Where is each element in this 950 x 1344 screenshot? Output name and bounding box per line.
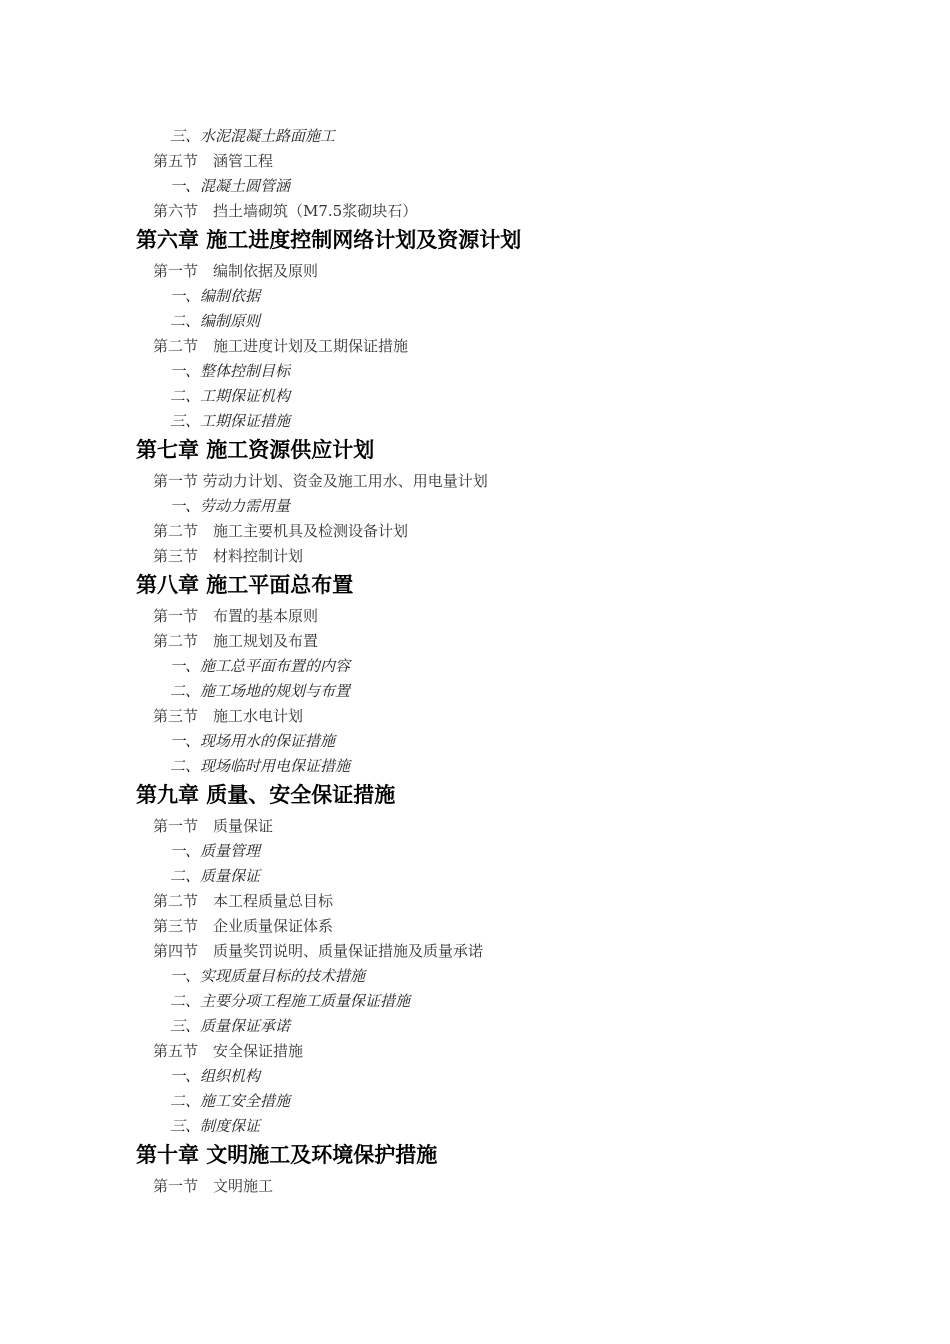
subsection-entry: 一、实现质量目标的技术措施 bbox=[170, 967, 366, 985]
subsection-entry: 三、工期保证措施 bbox=[170, 412, 291, 430]
subsection-entry: 一、施工总平面布置的内容 bbox=[170, 657, 351, 675]
chapter-heading: 第七章 施工资源供应计划 bbox=[136, 438, 375, 462]
subsection-entry: 二、现场临时用电保证措施 bbox=[170, 757, 351, 775]
section-entry: 第二节 施工规划及布置 bbox=[153, 632, 319, 650]
subsection-entry: 一、组织机构 bbox=[170, 1067, 261, 1085]
chapter-heading: 第九章 质量、安全保证措施 bbox=[136, 783, 396, 807]
section-entry: 第六节 挡土墙砌筑（M7.5浆砌块石） bbox=[153, 202, 418, 220]
subsection-entry: 二、施工场地的规划与布置 bbox=[170, 682, 351, 700]
table-of-contents bbox=[0, 124, 950, 1199]
subsection-entry: 二、质量保证 bbox=[170, 867, 261, 885]
subsection-entry: 一、混凝土圆管涵 bbox=[170, 177, 291, 195]
subsection-entry: 三、质量保证承诺 bbox=[170, 1017, 291, 1035]
section-entry: 第三节 企业质量保证体系 bbox=[153, 917, 334, 935]
subsection-entry: 二、编制原则 bbox=[170, 312, 261, 330]
section-entry: 第五节 安全保证措施 bbox=[153, 1042, 304, 1060]
section-entry: 第二节 施工进度计划及工期保证措施 bbox=[153, 337, 409, 355]
chapter-heading: 第八章 施工平面总布置 bbox=[136, 573, 354, 597]
section-entry: 第一节 编制依据及原则 bbox=[153, 262, 319, 280]
subsection-entry: 三、水泥混凝土路面施工 bbox=[170, 127, 336, 145]
subsection-entry: 一、编制依据 bbox=[170, 287, 261, 305]
subsection-entry: 二、施工安全措施 bbox=[170, 1092, 291, 1110]
section-entry: 第一节 劳动力计划、资金及施工用水、用电量计划 bbox=[153, 472, 488, 490]
subsection-entry: 三、制度保证 bbox=[170, 1117, 261, 1135]
subsection-entry: 一、劳动力需用量 bbox=[170, 497, 291, 515]
section-entry: 第四节 质量奖罚说明、质量保证措施及质量承诺 bbox=[153, 942, 484, 960]
section-entry: 第二节 本工程质量总目标 bbox=[153, 892, 334, 910]
subsection-entry: 二、工期保证机构 bbox=[170, 387, 291, 405]
section-entry: 第一节 质量保证 bbox=[153, 817, 274, 835]
subsection-entry: 一、整体控制目标 bbox=[170, 362, 291, 380]
section-entry: 第五节 涵管工程 bbox=[153, 152, 274, 170]
subsection-entry: 二、主要分项工程施工质量保证措施 bbox=[170, 992, 411, 1010]
subsection-entry: 一、现场用水的保证措施 bbox=[170, 732, 336, 750]
section-entry: 第一节 文明施工 bbox=[153, 1177, 274, 1195]
chapter-heading: 第六章 施工进度控制网络计划及资源计划 bbox=[136, 228, 522, 252]
section-entry: 第一节 布置的基本原则 bbox=[153, 607, 319, 625]
chapter-heading: 第十章 文明施工及环境保护措施 bbox=[136, 1143, 438, 1167]
section-entry: 第三节 材料控制计划 bbox=[153, 547, 304, 565]
section-entry: 第三节 施工水电计划 bbox=[153, 707, 304, 725]
subsection-entry: 一、质量管理 bbox=[170, 842, 261, 860]
section-entry: 第二节 施工主要机具及检测设备计划 bbox=[153, 522, 409, 540]
